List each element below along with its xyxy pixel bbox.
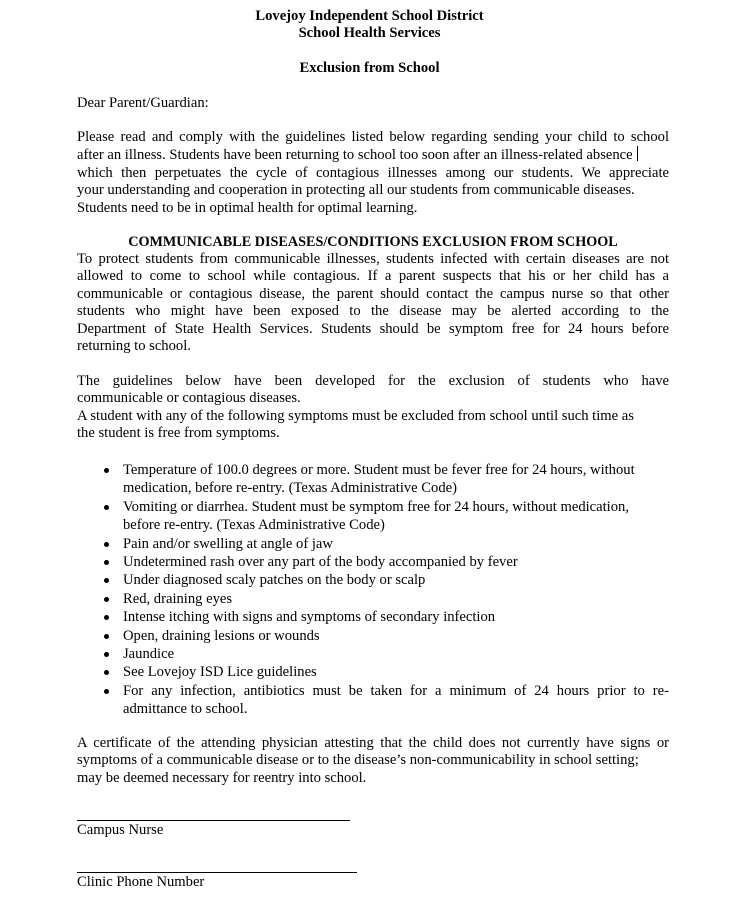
section-line: allowed to come to school while contagious. If a parent suspects that his or her child has a [77, 268, 669, 285]
certificate-paragraph [77, 735, 669, 787]
bullet-icon [104, 597, 109, 602]
symptom-item: Pain and/or swelling at angle of jaw [77, 535, 669, 553]
bullet-icon [104, 615, 109, 620]
guidelines-line: communicable or contagious diseases. [77, 390, 301, 407]
intro-paragraph [77, 129, 669, 217]
symptom-item: Vomiting or diarrhea. Student must be symptom free for 24 hours, without medication, before re-entry. (Texas Administrative Code) [77, 498, 669, 535]
symptom-item: Jaundice [77, 645, 669, 663]
intro-line: your understanding and cooperation in protecting all our students from communicable diseases. [77, 182, 635, 199]
section-line: communicable or contagious disease, the parent should contact the campus nurse so that other [77, 285, 669, 302]
section-heading: COMMUNICABLE DISEASES/CONDITIONS EXCLUSION FROM SCHOOL [128, 234, 618, 250]
salutation: Dear Parent/Guardian: [77, 95, 209, 111]
symptom-item: Intense itching with signs and symptoms of secondary infection [77, 608, 669, 626]
symptoms-list [77, 461, 669, 719]
bullet-icon [104, 634, 109, 639]
bullet-icon [104, 505, 109, 510]
intro-line: after an illness. Students have been returning to school too soon after an illness-related absence [77, 147, 633, 164]
certificate-line: symptoms of a communicable disease or to the disease’s non-communicability in school setting; [77, 752, 639, 769]
symptom-item: Undetermined rash over any part of the body accompanied by fever [77, 553, 669, 571]
intro-line: Students need to be in optimal health for optimal learning. [77, 199, 418, 216]
symptom-item: Temperature of 100.0 degrees or more. Student must be fever free for 24 hours, without medication, before re-entry. (Texas Administrative Code) [77, 461, 669, 498]
symptom-item: Open, draining lesions or wounds [77, 627, 669, 645]
document-title: Exclusion from School [299, 60, 440, 76]
section-line: To protect students from communicable illnesses, students infected with certain diseases are not [77, 251, 669, 267]
bullet-icon [104, 560, 109, 565]
certificate-line: A certificate of the attending physician attesting that the child does not currently have signs or [77, 735, 669, 751]
bullet-icon [104, 689, 109, 694]
intro-line: which then perpetuates the cycle of contagious illnesses among our students. We appreciate [77, 164, 669, 181]
symptom-item: See Lovejoy ISD Lice guidelines [77, 663, 669, 681]
nurse-signature-label: Campus Nurse [77, 822, 164, 838]
symptom-item: For any infection, antibiotics must be taken for a minimum of 24 hours prior to re- admittance to school. [77, 682, 669, 719]
bullet-icon [104, 468, 109, 473]
bullet-icon [104, 542, 109, 547]
symptom-item: Red, draining eyes [77, 590, 669, 608]
section-line: returning to school. [77, 338, 191, 355]
nurse-signature-line [77, 820, 350, 821]
section-line: Department of State Health Services. Students should be symptom free for 24 hours before [77, 320, 669, 337]
phone-signature-label: Clinic Phone Number [77, 874, 205, 890]
guidelines-line: A student with any of the following symptoms must be excluded from school until such time as [77, 407, 634, 424]
intro-line-with-cursor [77, 146, 669, 164]
section-paragraph [77, 251, 669, 355]
guidelines-paragraph [77, 373, 669, 443]
intro-line: Please read and comply with the guidelines listed below regarding sending your child to school [77, 129, 669, 145]
bullet-icon [104, 652, 109, 657]
guidelines-line: The guidelines below have been developed for the exclusion of students who have [77, 373, 669, 389]
text-cursor [637, 146, 638, 161]
guidelines-line: the student is free from symptoms. [77, 425, 280, 442]
district-name: Lovejoy Independent School District [255, 8, 484, 24]
department-name: School Health Services [298, 25, 441, 41]
bullet-icon [104, 670, 109, 675]
section-line: students who might have been exposed to the disease may be alerted according to the [77, 303, 669, 320]
certificate-line: may be deemed necessary for reentry into school. [77, 769, 367, 786]
bullet-icon [104, 578, 109, 583]
phone-signature-line [77, 872, 357, 873]
symptom-item: Under diagnosed scaly patches on the body or scalp [77, 571, 669, 589]
